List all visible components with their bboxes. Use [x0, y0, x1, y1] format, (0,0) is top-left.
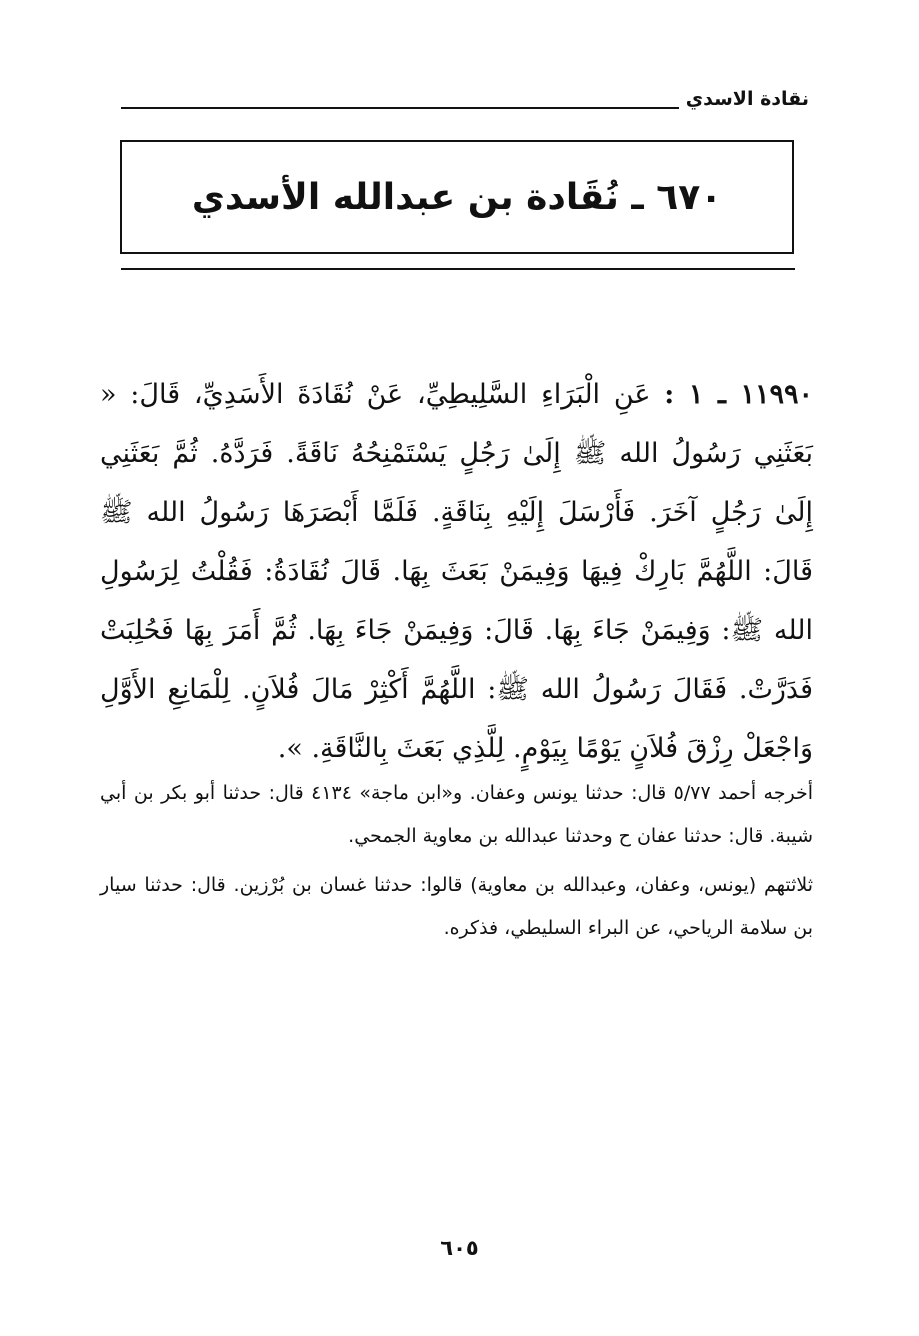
header-rule — [121, 107, 679, 109]
chapter-title-box — [120, 140, 794, 254]
running-header: نقادة الاسدي — [685, 88, 809, 110]
hadith-paragraph — [100, 365, 813, 778]
title-rule — [121, 268, 795, 270]
takhrij-notes — [100, 772, 813, 950]
hadith-number: ١١٩٩٠ ـ ١ : — [664, 379, 813, 410]
takhrij-paragraph-1: أخرجه أحمد ٥/٧٧ قال: حدثنا يونس وعفان. و«ابن ماجة» ٤١٣٤ قال: حدثنا أبو بكر بن أبي شيبة. قال: حدثنا عفان ح وحدثنا عبدالله بن معاوية الجمحي. — [100, 782, 814, 847]
hadith-text: عَنِ الْبَرَاءِ السَّلِيطِيِّ، عَنْ نُقَادَةَ الأَسَدِيِّ، قَالَ: « بَعَثَنِي رَسُولُ الله ﷺ إِلَىٰ رَجُلٍ يَسْتَمْنِحُهُ نَاقَةً. فَرَدَّهُ. ثُمَّ بَعَثَنِي إِلَىٰ رَجُلٍ آخَرَ. فَأَرْسَلَ إِلَيْهِ بِنَاقَةٍ. فَلَمَّا أَبْصَرَهَا رَسُولُ الله ﷺ قَالَ: اللَّهُمَّ بَارِكْ فِيهَا وَفِيمَنْ بَعَثَ بِهَا. قَالَ نُقَادَةُ: فَقُلْتُ لِرَسُولِ الله ﷺ: وَفِيمَنْ جَاءَ بِهَا. قَالَ: وَفِيمَنْ جَاءَ بِهَا. ثُمَّ أَمَرَ بِهَا فَحُلِبَتْ فَدَرَّتْ. فَقَالَ رَسُولُ الله ﷺ: اللَّهُمَّ أَكْثِرْ مَالَ فُلاَنٍ. لِلْمَانِعِ الأَوَّلِ وَاجْعَلْ رِزْقَ فُلاَنٍ يَوْمًا بِيَوْمٍ. لِلَّذِي بَعَثَ بِالنَّاقَةِ. ». — [100, 379, 813, 764]
page-number: ٦٠٥ — [440, 1236, 479, 1260]
takhrij-paragraph-2: ثلاثتهم (يونس، وعفان، وعبدالله بن معاوية) قالوا: حدثنا غسان بن بُرْزين. قال: حدثنا سيار بن سلامة الرياحي، عن البراء السليطي، فذكره. — [100, 874, 813, 939]
chapter-title: ٦٧٠ ـ نُقَادة بن عبدالله الأسدي — [191, 176, 723, 218]
